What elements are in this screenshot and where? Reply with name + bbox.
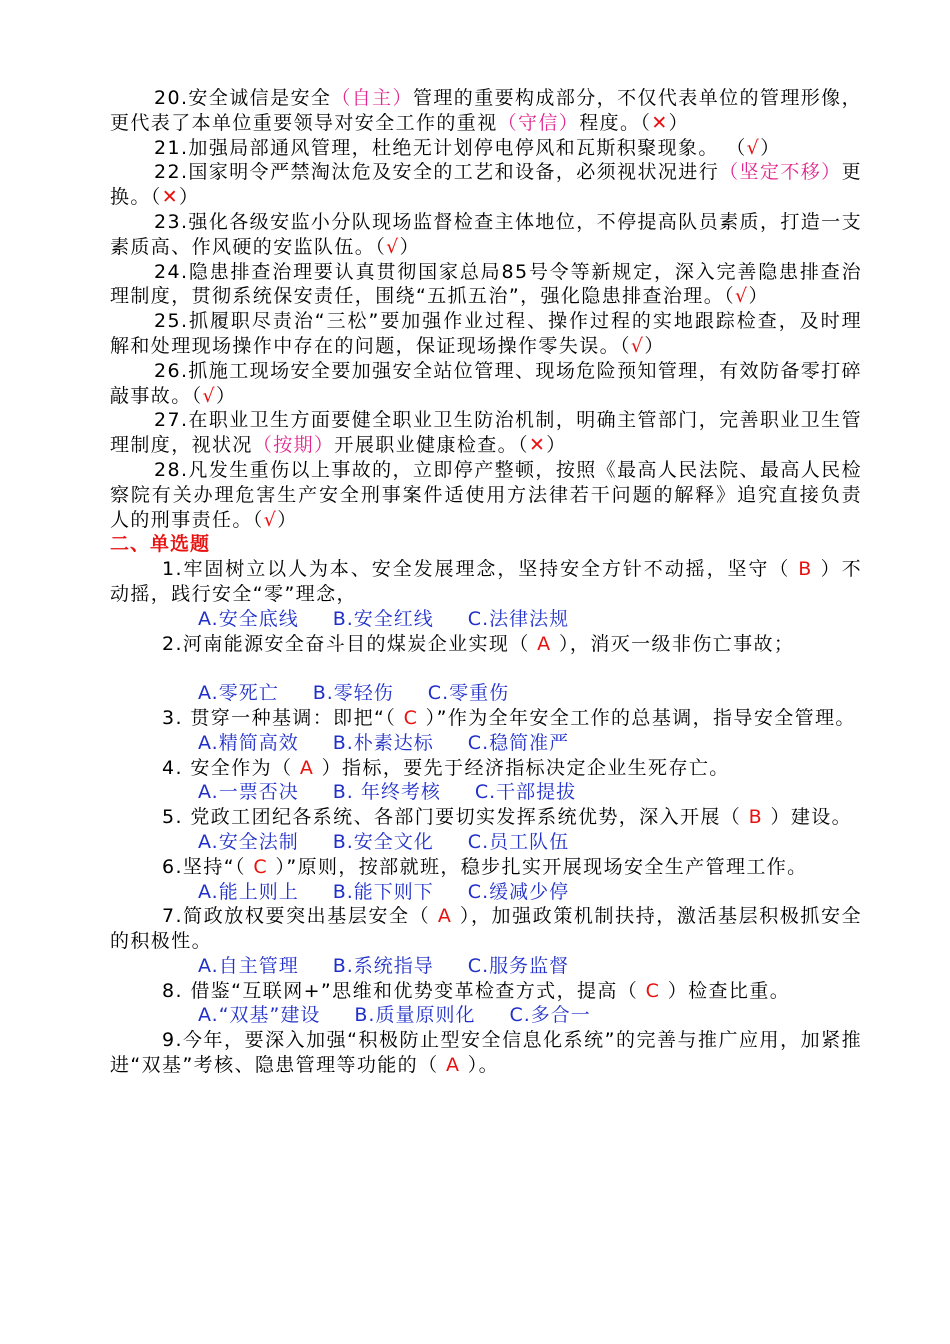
- correction-text: （守信）: [497, 111, 580, 134]
- answer-mark: √: [746, 136, 761, 159]
- item-text: ）: [399, 235, 421, 258]
- item-text: ）: [644, 334, 665, 357]
- item-text: 程度。（: [579, 111, 652, 134]
- document-page: [110, 86, 862, 1078]
- question-text: ），加强政策机制扶持，激活基层积极抓安全的积极性。: [110, 905, 862, 953]
- answer-letter: C: [645, 979, 661, 1002]
- option-b: B. 年终考核: [332, 781, 441, 804]
- options-row: [110, 607, 862, 632]
- item-text: 凡发生重伤以上事故的，立即停产整顿，按照《最高人民法院、最高人民检察院有关办理危害生产安全刑事案件适使用方法律若干问题的解释》追究直接负责人的刑事责任。（: [110, 458, 862, 531]
- judge-item: [110, 86, 862, 136]
- option-c: C.服务监督: [467, 954, 570, 977]
- question-text: ），消灭一级非伤亡事故；: [551, 632, 795, 655]
- option-c: C.干部提拔: [474, 781, 577, 804]
- item-text: ）: [546, 434, 567, 457]
- item-text: 隐患排查治理要认真贯彻国家总局85号令等新规定，深入完善隐患排查治理制度，贯彻系统保安责任，围绕“五抓五治”，强化隐患排查治理。（: [110, 260, 862, 308]
- judge-item: [110, 458, 862, 532]
- option-a: A.安全底线: [198, 607, 299, 630]
- answer-letter: A: [299, 756, 315, 779]
- option-c: C.员工队伍: [467, 830, 570, 853]
- question-text: 6.坚持“（: [162, 855, 254, 878]
- item-text: ）: [668, 111, 690, 134]
- option-a: A.能上则上: [198, 880, 299, 903]
- option-a: A.精简高效: [198, 731, 299, 754]
- answer-letter: A: [537, 632, 552, 655]
- question-text: ）”原则，按部就班，稳步扎实开展现场安全生产管理工作。: [267, 855, 808, 878]
- option-a: A.一票否决: [198, 781, 299, 804]
- question-text: 4. 安全作为（: [162, 756, 300, 779]
- single-choice-list: [110, 557, 862, 1078]
- option-c: C.稳简准严: [467, 731, 570, 754]
- judge-item: [110, 160, 862, 210]
- option-a: A.“双基”建设: [198, 1004, 321, 1027]
- option-a: A.零死亡: [198, 682, 279, 705]
- judge-item: [110, 260, 862, 310]
- item-number: 22.: [154, 161, 189, 184]
- correction-text: （坚定不移）: [719, 161, 842, 184]
- option-b: B.朴素达标: [332, 731, 434, 754]
- answer-letter: B: [798, 558, 813, 581]
- choice-question: [110, 632, 862, 657]
- answer-letter: B: [748, 806, 764, 829]
- item-text: 抓施工现场安全要加强安全站位管理、现场危险预知管理，有效防备零打碎敲事故。（: [110, 359, 862, 407]
- judge-item: [110, 309, 862, 359]
- judge-item: [110, 408, 862, 458]
- answer-mark: ✕: [651, 111, 669, 134]
- item-text: 强化各级安监小分队现场监督检查主体地位，不停提高队员素质，打造一支素质高、作风硬的安监队伍。（: [110, 210, 862, 258]
- item-text: 管理的重要构成部分，不仅代表单位的管理形像，更代表了本单位重要领导对安全工作的重视: [110, 87, 862, 134]
- item-text: 国家明令严禁淘汰危及安全的工艺和设备，必须视状况进行: [188, 161, 720, 184]
- judge-item: [110, 136, 862, 161]
- choice-question: [110, 1028, 862, 1078]
- option-c: C.多合一: [509, 1004, 591, 1027]
- correction-text: （按期）: [252, 434, 335, 457]
- judge-item: [110, 359, 862, 409]
- item-text: 安全诚信是安全: [188, 87, 332, 109]
- answer-letter: C: [403, 706, 419, 729]
- item-text: ）: [748, 285, 769, 308]
- item-number: 25.: [154, 310, 189, 333]
- answer-letter: A: [445, 1054, 461, 1077]
- option-c: C.法律法规: [467, 607, 570, 630]
- correction-text: （自主）: [331, 87, 413, 109]
- item-text: ）: [277, 508, 298, 531]
- answer-mark: ✕: [161, 186, 180, 209]
- answer-letter: A: [437, 905, 453, 928]
- question-text: 7.简政放权要突出基层安全（: [162, 905, 438, 928]
- question-text: ）不动摇，践行安全“零”理念，: [110, 558, 862, 605]
- choice-question: [110, 756, 862, 781]
- option-b: B.质量原则化: [354, 1004, 476, 1027]
- item-number: 27.: [154, 409, 189, 432]
- option-b: B.能下则下: [332, 880, 434, 903]
- options-row: [110, 681, 862, 706]
- options-row: [110, 780, 862, 805]
- options-row: [110, 830, 862, 855]
- section-title: 二、单选题: [110, 533, 211, 556]
- item-number: 23.: [154, 210, 189, 233]
- item-text: 开展职业健康检查。（: [334, 434, 529, 457]
- question-text: 2.河南能源安全奋斗目的煤炭企业实现（: [162, 632, 538, 655]
- choice-question: [110, 706, 862, 731]
- option-a: A.自主管理: [198, 954, 299, 977]
- item-text: ）: [760, 136, 781, 159]
- question-text: 8. 借鉴“互联网+”思维和优势变革检查方式，提高（: [162, 979, 646, 1002]
- blank-line: [110, 656, 862, 681]
- option-c: C.零重伤: [427, 682, 510, 705]
- item-text: 在职业卫生方面要健全职业卫生防治机制，明确主管部门，完善职业卫生管理制度，视状况: [110, 409, 862, 457]
- question-text: ）”作为全年安全工作的总基调，指导安全管理。: [418, 706, 856, 729]
- item-text: 抓履职尽责治“三松”要加强作业过程、操作过程的实地跟踪检查，及时理解和处理现场操作中存在的问题，保证现场操作零失误。（: [110, 310, 862, 357]
- options-row: [110, 954, 862, 979]
- option-b: B.安全文化: [332, 830, 434, 853]
- item-number: 21.: [154, 136, 189, 159]
- option-b: B.系统指导: [332, 954, 434, 977]
- answer-mark: √: [202, 384, 217, 407]
- choice-question: [110, 979, 862, 1004]
- true-false-list: [110, 86, 862, 532]
- item-text: 更换。（: [110, 161, 862, 209]
- item-number: 24.: [154, 260, 189, 283]
- options-row: [110, 731, 862, 756]
- option-a: A.安全法制: [198, 830, 299, 853]
- answer-mark: ✕: [528, 434, 547, 457]
- item-text: ）: [179, 186, 200, 209]
- item-text: ）: [216, 384, 237, 407]
- question-text: ）指标，要先于经济指标决定企业生死存亡。: [314, 756, 730, 779]
- answer-mark: √: [386, 235, 400, 258]
- choice-question: [110, 805, 862, 830]
- option-b: B.零轻伤: [312, 682, 394, 705]
- item-number: 20.: [154, 87, 189, 109]
- option-b: B.安全红线: [332, 607, 434, 630]
- answer-mark: √: [735, 285, 749, 308]
- options-row: [110, 1003, 862, 1028]
- item-number: 26.: [154, 359, 189, 382]
- choice-question: [110, 904, 862, 954]
- choice-question: [110, 557, 862, 607]
- item-text: 加强局部通风管理，杜绝无计划停电停风和瓦斯积聚现象。 （: [188, 136, 747, 159]
- question-text: ）。: [460, 1054, 500, 1077]
- choice-question: [110, 855, 862, 880]
- judge-item: [110, 210, 862, 260]
- question-text: 5. 党政工团纪各系统、各部门要切实发挥系统优势，深入开展（: [162, 806, 749, 829]
- answer-mark: √: [630, 334, 645, 357]
- answer-mark: √: [263, 508, 278, 531]
- item-number: 28.: [154, 458, 189, 481]
- question-text: ）建设。: [763, 806, 853, 829]
- option-c: C.缓减少停: [467, 880, 570, 903]
- question-text: 3. 贯穿一种基调：即把“（: [162, 706, 404, 729]
- options-row: [110, 880, 862, 905]
- question-text: 9.今年，要深入加强“积极防止型安全信息化系统”的完善与推广应用，加紧推进“双基”考核、隐患管理等功能的（: [110, 1029, 862, 1077]
- question-text: ）检查比重。: [660, 979, 791, 1002]
- answer-letter: C: [253, 855, 268, 878]
- question-text: 1.牢固树立以人为本、安全发展理念，坚持安全方针不动摇，坚守（: [162, 558, 799, 581]
